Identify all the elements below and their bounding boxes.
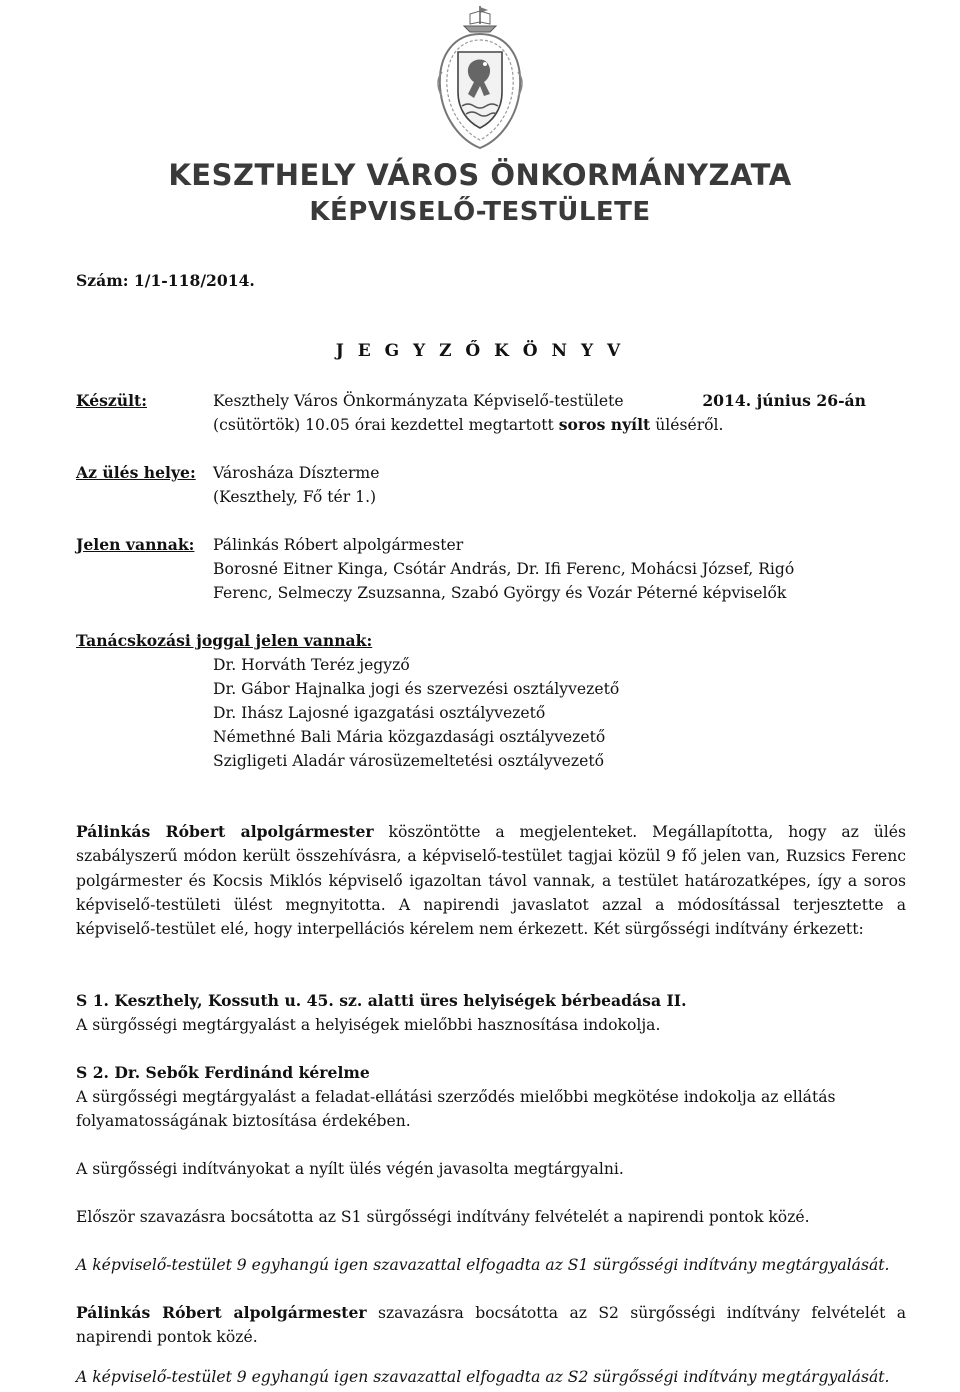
city-coat-of-arms-icon — [430, 2, 530, 152]
intro-speaker: Pálinkás Róbert alpolgármester — [76, 822, 374, 841]
tanacs-item: Dr. Gábor Hajnalka jogi és szervezési osztályvezető — [213, 680, 620, 698]
result-1-text: A képviselő-testület 9 egyhangú igen szavazattal elfogadta az S1 sürgősségi indítvány megtárgyalását. — [76, 1256, 890, 1274]
s2-title: S 2. Dr. Sebők Ferdinánd kérelme — [76, 1063, 370, 1082]
nyilt-ules-text: A sürgősségi indítványokat a nyílt ülés végén javasolta megtárgyalni. — [76, 1160, 624, 1178]
keszult-session-type: soros nyílt — [558, 415, 651, 434]
jelen-line-3: Ferenc, Selmeczy Zsuzsanna, Szabó György és Vozár Péterné képviselők — [213, 584, 787, 602]
keszult-line-2 — [213, 413, 960, 437]
keszult-line-1-text: Keszthely Város Önkormányzata Képviselő-testülete — [213, 392, 624, 410]
s2-line-2: folyamatosságának biztosítása érdekében. — [76, 1112, 411, 1130]
header-line-2: KÉPVISELŐ-TESTÜLETE — [309, 197, 651, 227]
vote-2-speaker: Pálinkás Róbert alpolgármester — [76, 1303, 367, 1322]
vote-1-text: Először szavazásra bocsátotta az S1 sürgősségi indítvány felvételét a napirendi pontok közé. — [76, 1208, 810, 1226]
keszult-line-1 — [213, 389, 866, 413]
document-number: Szám: 1/1-118/2014. — [76, 271, 255, 290]
keszult-date: 2014. június 26-án — [702, 391, 866, 410]
helye-line-1: Városháza Díszterme — [213, 464, 380, 482]
result-2-text: A képviselő-testület 9 egyhangú igen szavazattal elfogadta az S2 sürgősségi indítvány megtárgyalását. — [76, 1368, 890, 1386]
vote-2-paragraph — [76, 1301, 906, 1349]
keszult-line-2-end: üléséről. — [655, 416, 724, 434]
intro-paragraph — [76, 820, 906, 941]
helye-line-2: (Keszthely, Fő tér 1.) — [213, 488, 377, 506]
vote-2-text: szavazásra bocsátotta az S2 sürgősségi indítvány felvételét a napirendi pontok közé. — [76, 1304, 906, 1346]
helye-label: Az ülés helye: — [76, 463, 196, 482]
s2-line-1: A sürgősségi megtárgyalást a feladat-ellátási szerződés mielőbbi megkötése indokolja az ellátás — [76, 1088, 836, 1106]
tanacs-item: Dr. Horváth Teréz jegyző — [213, 656, 410, 674]
document-title: J E G Y Z Ő K Ö N Y V — [335, 341, 625, 361]
tanacs-item: Dr. Ihász Lajosné igazgatási osztályvezető — [213, 704, 546, 722]
keszult-label: Készült: — [76, 391, 147, 410]
intro-text: köszöntötte a megjelenteket. Megállapította, hogy az ülés szabályszerű módon került összehívásra, a képviselő-testület tagjai közül 9 fő jelen van, Ruzsics Ferenc polgármester és Kocsis Miklós képviselő igazoltan távol vannak, a testület határozatképes, így a soros képviselő-testületi ülést megnyitotta. A napirendi javaslatot azzal a módosítással terjesztette a képviselő-testület elé, hogy interpellációs kérelem nem érkezett. Két sürgősségi indítvány érkezett: — [76, 823, 907, 939]
tanacs-item: Szigligeti Aladár városüzemeltetési osztályvezető — [213, 752, 604, 770]
header-line-1: KESZTHELY VÁROS ÖNKORMÁNYZATA — [168, 158, 792, 192]
s1-title: S 1. Keszthely, Kossuth u. 45. sz. alatti üres helyiségek bérbeadása II. — [76, 991, 687, 1010]
s1-text: A sürgősségi megtárgyalást a helyiségek mielőbbi hasznosítása indokolja. — [76, 1016, 661, 1034]
tanacs-item: Némethné Bali Mária közgazdasági osztályvezető — [213, 728, 606, 746]
jelen-line-1: Pálinkás Róbert alpolgármester — [213, 536, 464, 554]
tanacs-label: Tanácskozási joggal jelen vannak: — [76, 631, 373, 650]
jelen-line-2: Borosné Eitner Kinga, Csótár András, Dr. Ifi Ferenc, Mohácsi József, Rigó — [213, 560, 795, 578]
keszult-line-2-text: (csütörtök) 10.05 órai kezdettel megtartott — [213, 416, 554, 434]
jelen-label: Jelen vannak: — [76, 535, 195, 554]
